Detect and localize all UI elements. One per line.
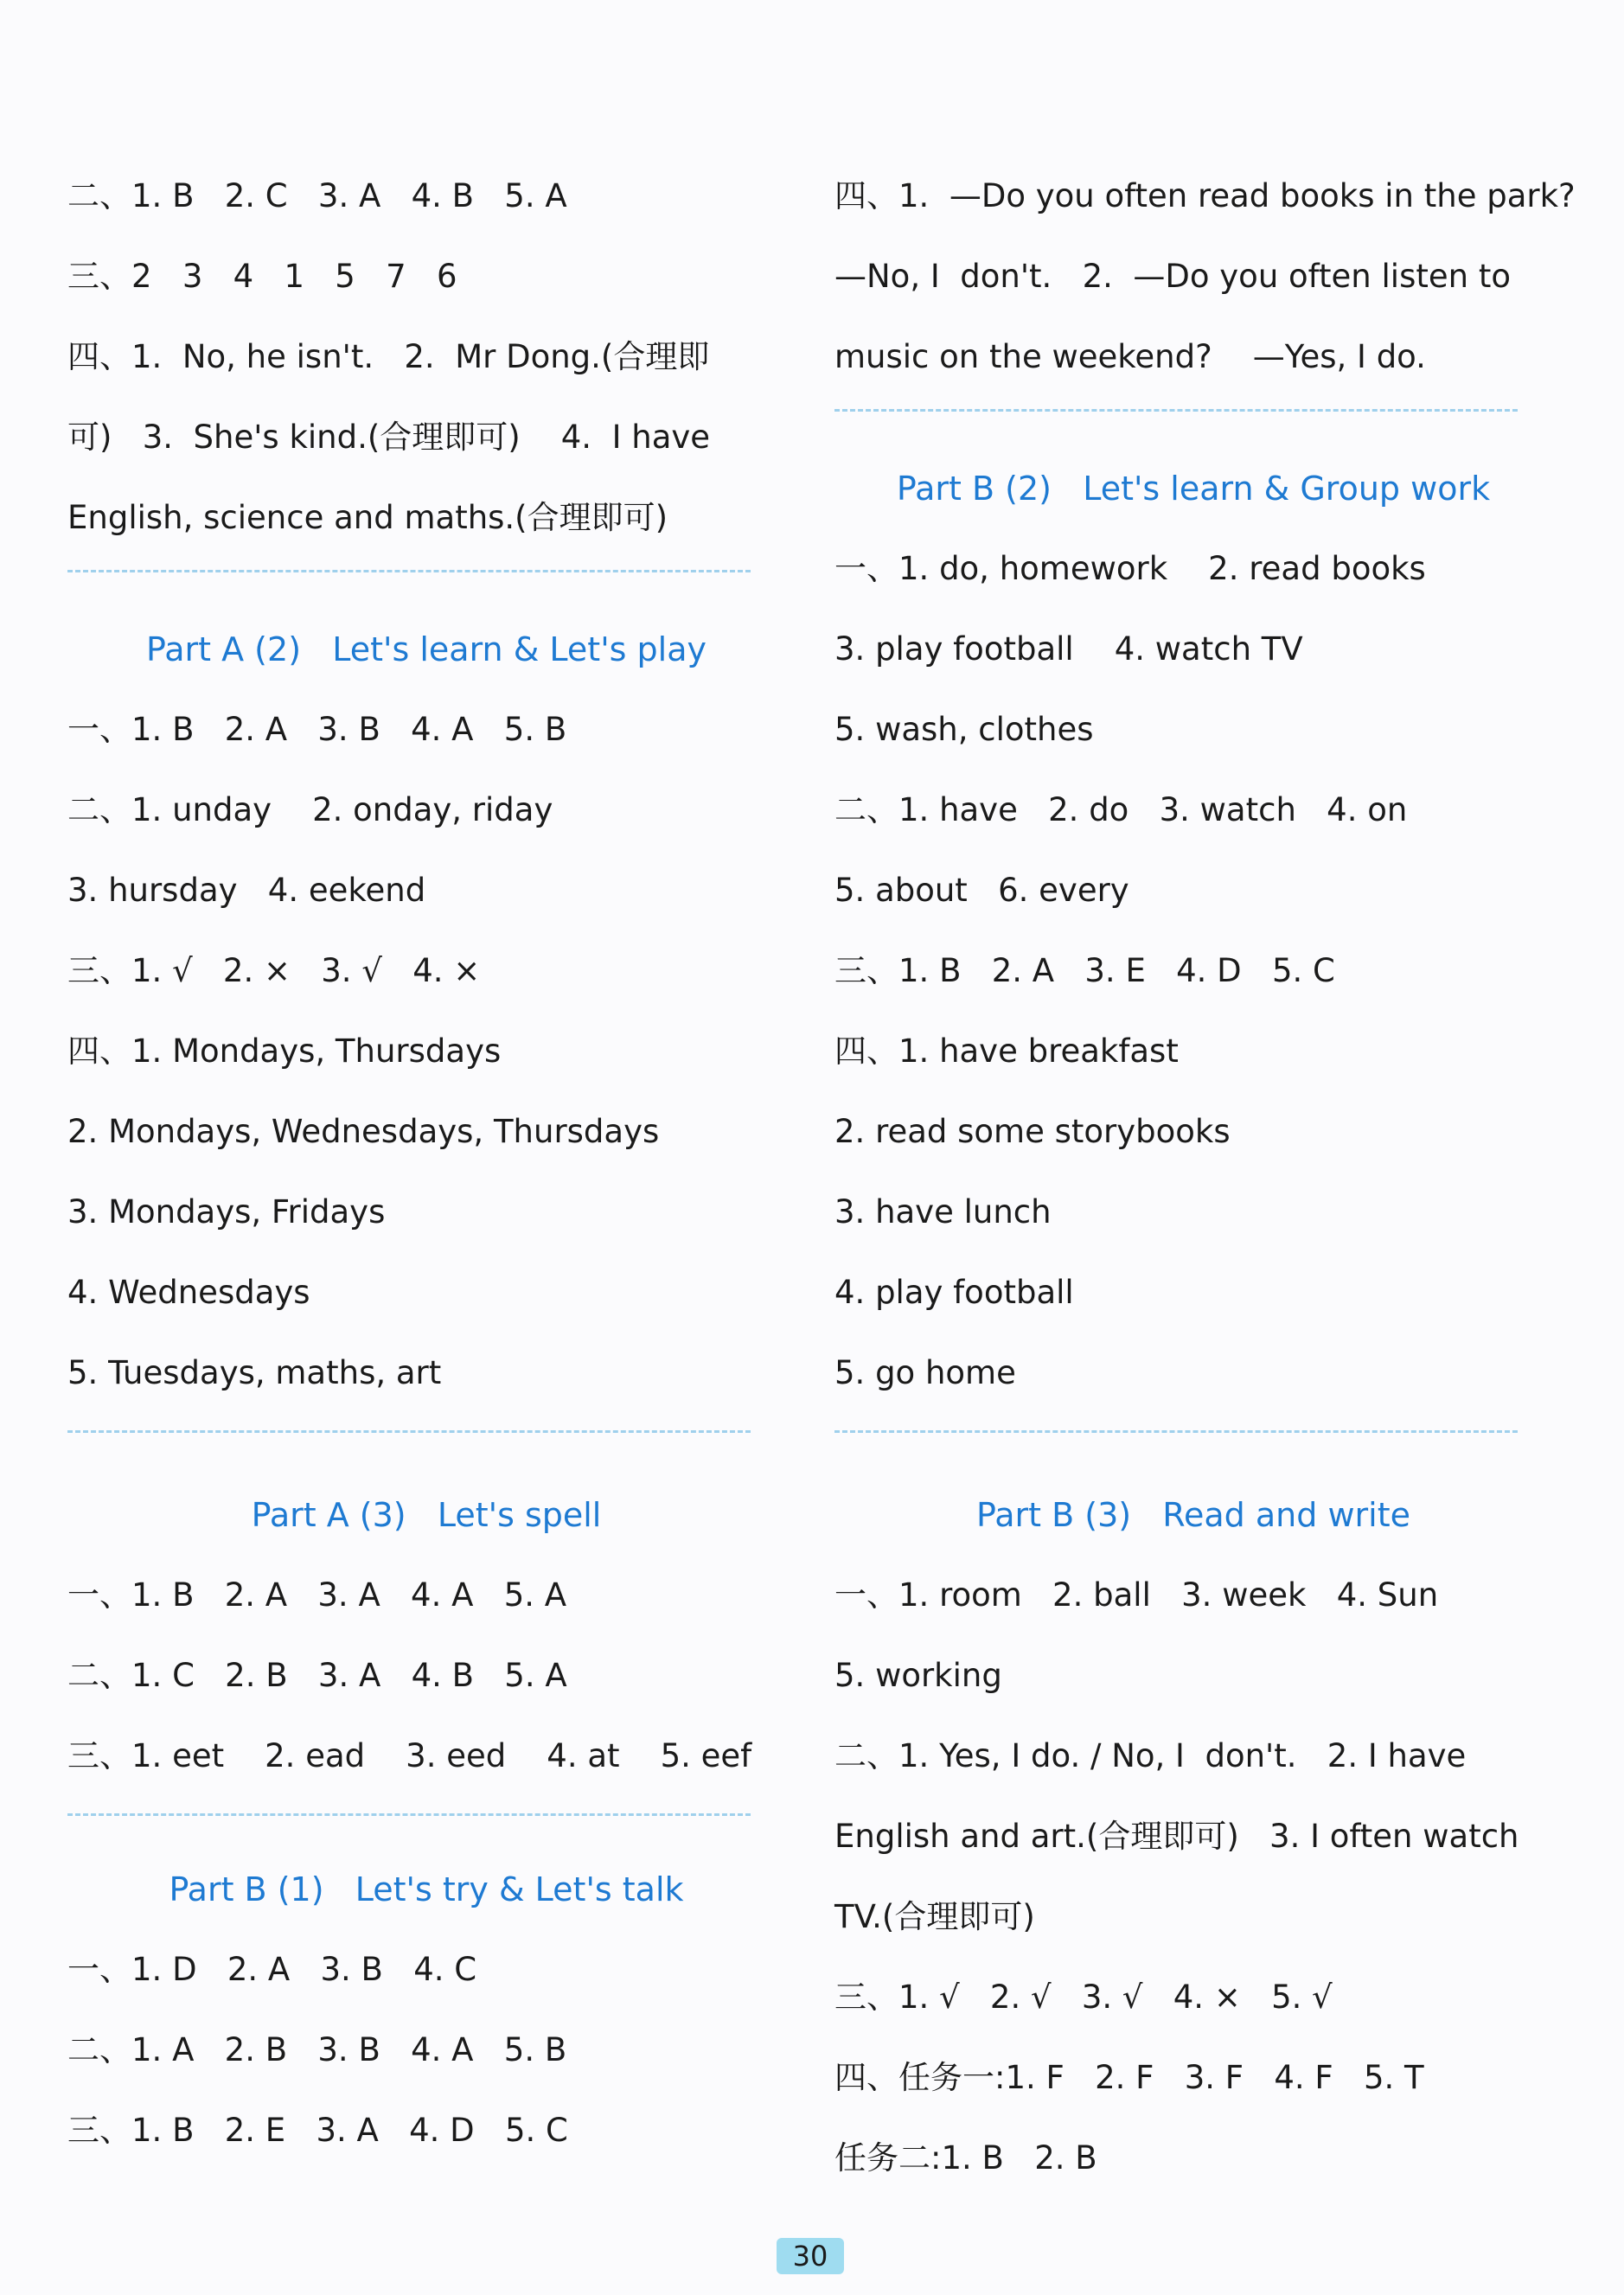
section-divider [834,409,1518,412]
answer-block [834,156,1576,397]
answer-block [67,689,785,1413]
answer-line: 四、1. No, he isn't. 2. Mr Dong.(合理即 [67,338,710,375]
answer-line: 三、2 3 4 1 5 7 6 [67,258,457,295]
answer-line: 一、1. D 2. A 3. B 4. C [67,1951,477,1988]
section-divider [67,570,751,572]
answer-line: 三、1. √ 2. × 3. √ 4. × [67,952,481,989]
answer-line: 三、1. B 2. E 3. A 4. D 5. C [67,2112,568,2149]
answer-line: 二、1. C 2. B 3. A 4. B 5. A [67,1657,567,1694]
answer-line: music on the weekend? —Yes, I do. [834,338,1426,375]
answer-line: 四、1. —Do you often read books in the park? [834,177,1576,214]
answer-line: 三、1. eet 2. ead 3. eed 4. at 5. eef [67,1737,752,1774]
answer-line: 一、1. do, homework 2. read books [834,550,1426,587]
answer-line: 二、1. unday 2. onday, riday [67,791,553,828]
section-title-part-b1: Part B (1) Let's try & Let's talk [169,1870,684,1908]
answer-block [834,1555,1552,2198]
answer-line: 5. Tuesdays, maths, art [67,1354,442,1391]
section-divider [67,1430,751,1433]
answer-line: 四、1. Mondays, Thursdays [67,1032,502,1070]
answer-line: 二、1. have 2. do 3. watch 4. on [834,791,1408,828]
right-column [834,156,1576,2198]
answer-line: 二、1. A 2. B 3. B 4. A 5. B [67,2031,567,2068]
answer-line: 四、1. have breakfast [834,1032,1179,1070]
section-divider [834,1430,1518,1433]
answer-block [67,156,785,558]
answer-line: 3. Mondays, Fridays [67,1193,386,1231]
answer-line: 四、任务一:1. F 2. F 3. F 4. F 5. T [834,2059,1424,2096]
section-title-part-a3: Part A (3) Let's spell [251,1496,602,1534]
answer-line: 一、1. B 2. A 3. B 4. A 5. B [67,711,567,748]
answer-block [834,528,1552,1413]
answer-line: 二、1. B 2. C 3. A 4. B 5. A [67,177,567,214]
answer-line: 5. about 6. every [834,872,1129,909]
answer-line: 3. have lunch [834,1193,1052,1231]
section-divider [67,1813,751,1816]
answer-line: 可) 3. She's kind.(合理即可) 4. I have [67,419,711,456]
answer-line: 3. hursday 4. eekend [67,872,426,909]
answer-block [67,1929,785,2170]
section-title-part-b3: Part B (3) Read and write [976,1496,1410,1534]
answer-line: 4. Wednesdays [67,1274,310,1311]
answer-line: 5. go home [834,1354,1016,1391]
answer-line: 二、1. Yes, I do. / No, I don't. 2. I have [834,1737,1467,1774]
answer-line: 4. play football [834,1274,1074,1311]
answer-block [67,1555,785,1796]
answer-line: —No, I don't. 2. —Do you often listen to [834,258,1511,295]
answer-line: 3. play football 4. watch TV [834,630,1303,668]
answer-line: 2. Mondays, Wednesdays, Thursdays [67,1113,660,1150]
section-title-part-b2: Part B (2) Let's learn & Group work [896,470,1491,508]
section-title-part-a2: Part A (2) Let's learn & Let's play [146,630,707,668]
answer-line: 一、1. room 2. ball 3. week 4. Sun [834,1576,1439,1614]
answer-line: 任务二:1. B 2. B [834,2139,1097,2177]
answer-line: English and art.(合理即可) 3. I often watch [834,1818,1519,1855]
answer-line: 一、1. B 2. A 3. A 4. A 5. A [67,1576,567,1614]
answer-line: 三、1. √ 2. √ 3. √ 4. × 5. √ [834,1979,1333,2016]
answer-line: 5. working [834,1657,1002,1694]
page-number: 30 [777,2238,844,2274]
answer-line: 5. wash, clothes [834,711,1094,748]
answer-line: English, science and maths.(合理即可) [67,499,668,536]
answer-line: TV.(合理即可) [834,1898,1035,1935]
answer-line: 三、1. B 2. A 3. E 4. D 5. C [834,952,1335,989]
left-column [67,156,785,2170]
answer-line: 2. read some storybooks [834,1113,1231,1150]
